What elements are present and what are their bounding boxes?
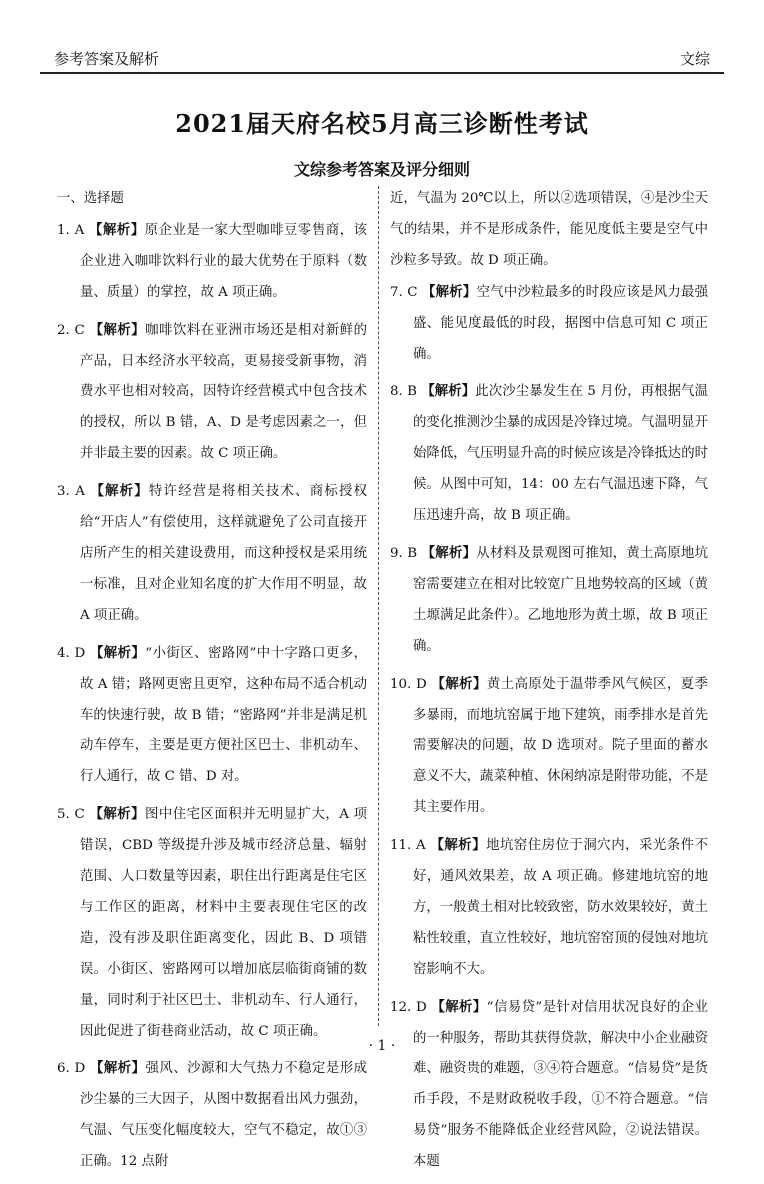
answer-text: 原企业是一家大型咖啡豆零售商，该企业进入咖啡饮料行业的最大优势在于原料（数量、质量）的掌控，故 A 项正确。 (80, 222, 368, 300)
answer-text: 图中住宅区面积并无明显扩大，A 项错误，CBD 等级提升涉及城市经济总量、辐射范围、人口数量等因素，职住出行距离是住宅区与工作区的距离，材料中主要表现住宅区的改造，没有涉及职住距离变化，因此 B、D 项错误。小街区、密路网可以增加底层临街商铺的数量，同时利于社区巴士、非机动车、行人通行，因此促进了街巷商业活动，故 C 项正确。 (80, 807, 368, 1039)
answer-item (57, 315, 367, 471)
answer-text: 黄土高原处于温带季风气候区，夏季多暴雨，而地坑窑属于地下建筑，雨季排水是首先需要解决的问题，故 D 选项对。院子里面的蓄水意义不大，蔬菜种植、休闲纳凉是附带功能，不是其主要作用。 (413, 676, 708, 816)
analysis-tag: 【解析】 (431, 998, 487, 1015)
answer-item (390, 538, 708, 663)
analysis-tag: 【解析】 (431, 675, 487, 692)
answer-item (390, 277, 708, 371)
analysis-tag: 【解析】 (421, 383, 476, 400)
answer-number: 7. C (390, 284, 418, 300)
answer-text: 地坑窑住房位于洞穴内，采光条件不好，通风效果差，故 A 项正确。修建地坑窑的地方，一般黄土相对比较致密，防水效果较好，黄土粘性较重，直立性较好，地坑窑窑顶的侵蚀对地坑窑影响不大。 (413, 838, 708, 977)
answer-text: 特许经营是将相关技术、商标授权给“开店人”有偿使用，这样就避免了公司直接开店所产生的相关建设费用，而这种授权是采用统一标准，且对企业知名度的扩大作用不明显，故 A 项正确。 (80, 484, 368, 623)
section-heading: 一、选择题 (57, 191, 124, 206)
analysis-tag: 【解析】 (89, 321, 146, 338)
header-right-text: 文综 (679, 50, 710, 68)
analysis-tag: 【解析】 (422, 283, 477, 300)
answer-item (57, 799, 367, 1047)
answer-number: 4. D (57, 645, 86, 661)
answer-number: 12. D (390, 999, 427, 1015)
answer-number: 9. B (390, 545, 418, 561)
answer-item (57, 638, 367, 794)
analysis-tag: 【解析】 (430, 837, 487, 854)
answer-text: 咖啡饮料在亚洲市场还是相对新鲜的产品，日本经济水平较高，更易接受新事物，消费水平也相对较高，因特许经营模式中包含技术的授权，所以 B 错，A、D 是考虑因素之一，但并非最主要的因素。故 C 项正确。 (80, 322, 368, 462)
right-column (390, 184, 708, 1184)
answer-text: “信易贷”是针对信用状况良好的企业的一种服务，帮助其获得贷款，解决中小企业融资难、融资贵的难题，③④符合题意。“信易贷”是货币手段，不是财政税收手段，①不符合题意。“信易贷”服务不能降低企业经营风险，②说法错误。本题 (413, 999, 708, 1170)
answer-number: 5. C (57, 807, 85, 823)
answer-item (57, 476, 367, 632)
analysis-tag: 【解析】 (89, 644, 146, 661)
column-divider (378, 186, 379, 1026)
answer-text: 空气中沙粒最多的时段应该是风力最强盛、能见度最低的时段，据图中信息可知 C 项正确。 (413, 284, 709, 362)
answer-number: 6. D (57, 1061, 86, 1077)
answer-item (390, 992, 708, 1178)
answer-number: 3. A (57, 484, 85, 500)
continued-paragraph: 近，气温为 20℃以上，所以②选项错误，④是沙尘天气的结果，并不是形成条件，能见度低主要是空气中沙粒多导致。故 D 项正确。 (390, 191, 708, 268)
answer-item (390, 376, 708, 532)
answer-item (390, 830, 708, 986)
analysis-tag: 【解析】 (89, 806, 146, 823)
document-subtitle: 文综参考答案及评分细则 (293, 160, 470, 179)
answer-item (390, 669, 708, 825)
answer-number: 1. A (57, 222, 85, 238)
answer-number: 10. D (390, 676, 427, 692)
page-header (40, 44, 724, 70)
answer-text: 从材料及景观图可推知，黄土高原地坑窑需要建立在相对比较宽广且地势较高的区域（黄土塬满足此条件）。乙地地形为黄土塬，故 B 项正确。 (413, 545, 709, 654)
header-left-text: 参考答案及解析 (54, 50, 160, 68)
analysis-tag: 【解析】 (89, 221, 145, 238)
answer-number: 8. B (390, 384, 417, 400)
document-title: 2021届天府名校5月高三诊断性考试 (175, 109, 589, 138)
answer-number: 11. A (390, 838, 426, 854)
answer-item (57, 1053, 367, 1178)
answer-text: “小街区、密路网”中十字路口更多，故 A 错；路网更密且更窄，这种布局不适合机动车的快速行驶，故 B 错；“密路网”并非是满足机动车停车，主要是更方便社区巴士、非机动车、行人通行，故 C 错、D 对。 (80, 645, 367, 785)
analysis-tag: 【解析】 (421, 544, 477, 561)
answer-number: 2. C (57, 322, 85, 338)
left-column (57, 184, 367, 1184)
answer-text: 强风、沙源和大气热力不稳定是形成沙尘暴的三大因子，从图中数据看出风力强劲，气温、气压变化幅度较大，空气不稳定，故①③正确。12 点附 (80, 1061, 368, 1170)
analysis-tag: 【解析】 (90, 483, 149, 500)
header-rule (40, 72, 724, 74)
analysis-tag: 【解析】 (90, 1060, 146, 1077)
answer-text: 此次沙尘暴发生在 5 月份，再根据气温的变化推测沙尘暴的成因是冷锋过境。气温明显开始降低，气压明显升高的时候应该是冷锋抵达的时候。从图中可知，14：00 左右气温迅速下降，气压迅速升高，故 B 项正确。 (413, 384, 708, 524)
page-number: · 1 · (368, 1038, 396, 1054)
answer-item (57, 215, 367, 309)
